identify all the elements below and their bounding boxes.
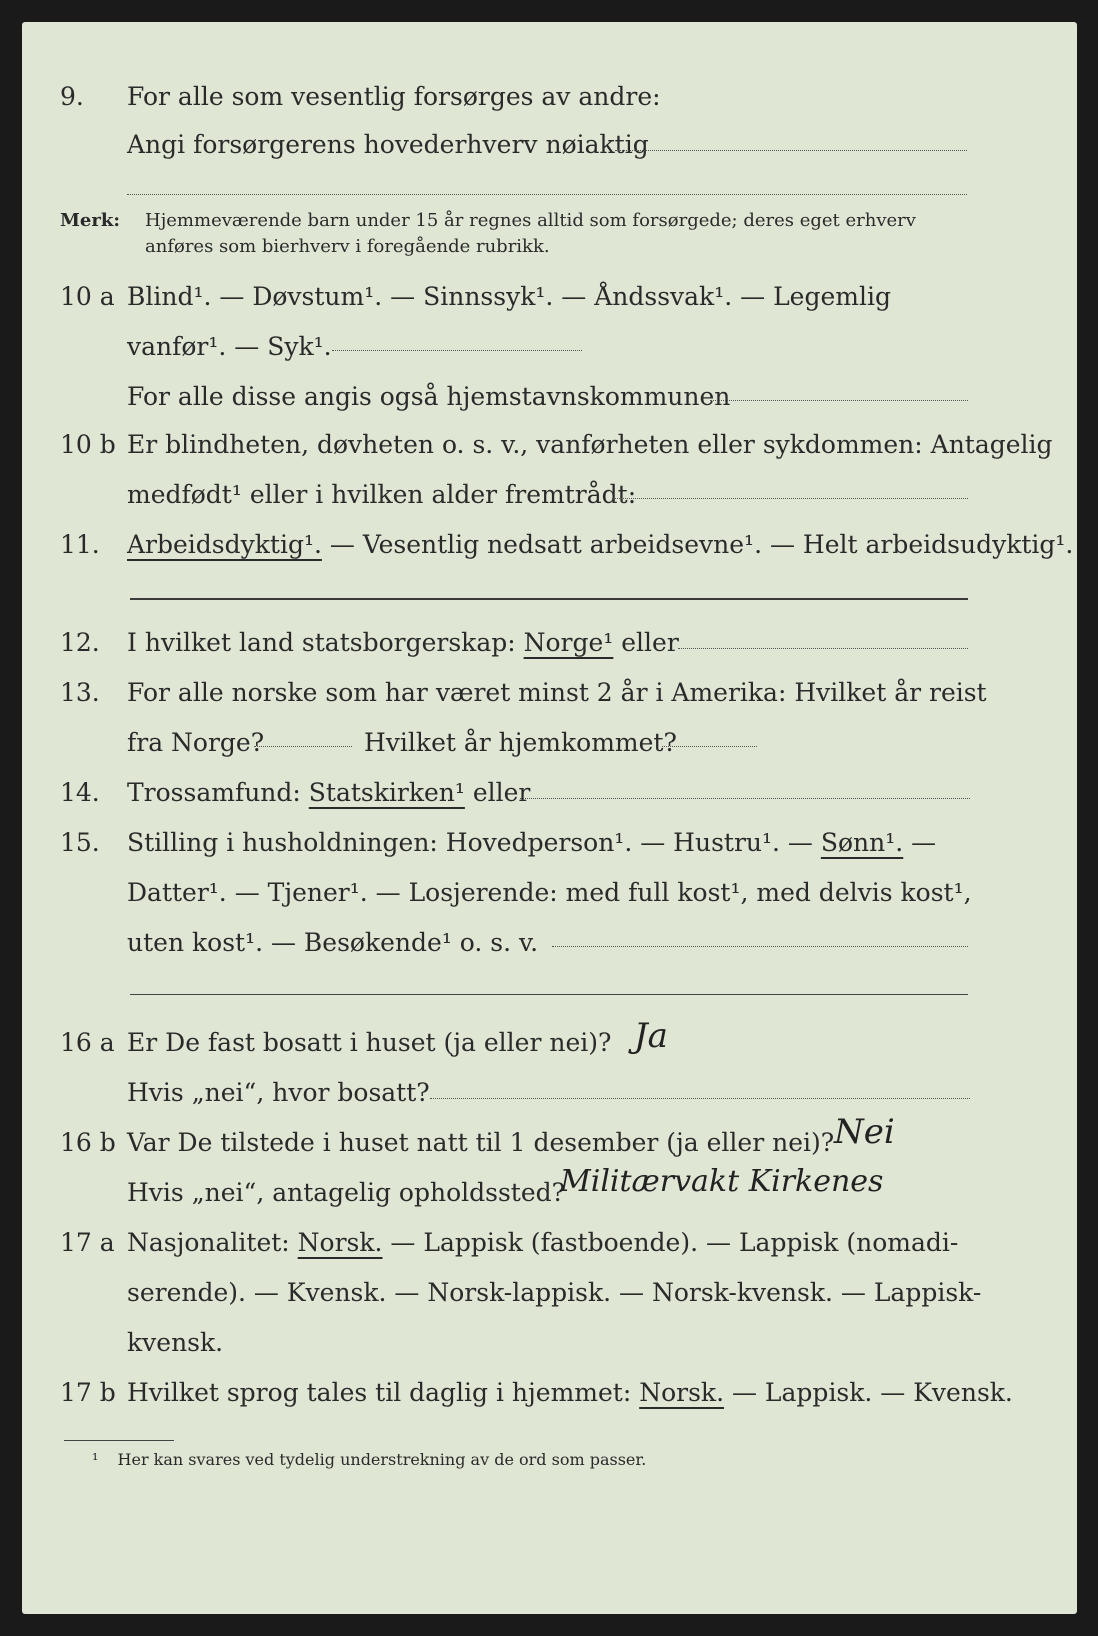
q12-selected-option: Norge¹ xyxy=(523,628,614,657)
merk-note-line1 xyxy=(60,208,916,234)
q14-pre: Trossamfund: xyxy=(127,778,309,807)
q10b-number: 10 b xyxy=(60,430,116,459)
merk-label: Merk: xyxy=(60,210,120,231)
q17a-line1b: — Lappisk (fastboende). — Lappisk (nomadi- xyxy=(382,1228,959,1257)
q12-answer-field[interactable] xyxy=(678,648,968,649)
q14-post: eller xyxy=(464,778,531,807)
q15-answer-field-2[interactable] xyxy=(130,994,968,995)
q16a-handwritten-answer: Ja xyxy=(634,1016,668,1056)
q15-text-line1 xyxy=(127,828,936,858)
q10a-text-line3: For alle disse angis også hjemstavnskommunen xyxy=(127,382,731,411)
q12-number: 12. xyxy=(60,628,100,657)
q17b-number: 17 b xyxy=(60,1378,116,1407)
q13-number: 13. xyxy=(60,678,100,707)
q17b-selected-option: Norsk. xyxy=(639,1378,725,1407)
q14-number: 14. xyxy=(60,778,100,807)
q16a-text-line1: Er De fast bosatt i huset (ja eller nei)? xyxy=(127,1028,612,1057)
q13-reist-field[interactable] xyxy=(254,746,352,747)
q10a-kommune-field[interactable] xyxy=(710,400,968,401)
q16b-number: 16 b xyxy=(60,1128,116,1157)
q12-pre: I hvilket land statsborgerskap: xyxy=(127,628,524,657)
q15-text-line2: Datter¹. — Tjener¹. — Losjerende: med full kost¹, med delvis kost¹, xyxy=(127,878,972,907)
q17b-text xyxy=(127,1378,1013,1408)
q9-text-line2: Angi forsørgerens hovederhverv nøiaktig xyxy=(127,130,649,159)
q17a-text-line1 xyxy=(127,1228,958,1258)
q17b-pre: Hvilket sprog tales til daglig i hjemmet: xyxy=(127,1378,640,1407)
q14-text xyxy=(127,778,530,808)
q17a-selected-option: Norsk. xyxy=(297,1228,383,1257)
q9-number: 9. xyxy=(60,82,84,111)
q10a-number: 10 a xyxy=(60,282,115,311)
q10a-text-line2: vanfør¹. — Syk¹. xyxy=(127,332,332,361)
merk-text-line2: anføres som bierhverv i foregående rubrikk. xyxy=(145,236,550,257)
footnote-text: Her kan svares ved tydelig understrekning av de ord som passer. xyxy=(117,1450,647,1469)
q14-selected-option: Statskirken¹ xyxy=(308,778,465,807)
q17a-number: 17 a xyxy=(60,1228,115,1257)
q12-post: eller xyxy=(613,628,679,657)
q11-answer-field[interactable] xyxy=(130,598,968,600)
q15-answer-field[interactable] xyxy=(552,946,968,947)
q16b-text-line1: Var De tilstede i huset natt til 1 desember (ja eller nei)? xyxy=(127,1128,835,1157)
q10b-answer-field[interactable] xyxy=(612,498,968,499)
q10a-syk-field[interactable] xyxy=(332,350,582,351)
q12-text xyxy=(127,628,679,658)
q15-line1b: — xyxy=(903,828,937,857)
q15-selected-option: Sønn¹. xyxy=(820,828,904,857)
footnote xyxy=(92,1450,646,1470)
footnote-mark: ¹ xyxy=(92,1450,99,1469)
q11-text xyxy=(127,530,1073,560)
q10b-text-line1: Er blindheten, døvheten o. s. v., vanførheten eller sykdommen: Antagelig xyxy=(127,430,1053,459)
q15-line1a: Stilling i husholdningen: Hovedperson¹. — Hustru¹. — xyxy=(127,828,821,857)
q16a-number: 16 a xyxy=(60,1028,115,1057)
q9-answer-field[interactable] xyxy=(615,150,967,151)
q13-text-line1: For alle norske som har været minst 2 år i Amerika: Hvilket år reist xyxy=(127,678,987,707)
q13-hjemkommet-field[interactable] xyxy=(662,746,757,747)
q15-number: 15. xyxy=(60,828,100,857)
q11-selected-option: Arbeidsdyktig¹. xyxy=(127,530,322,559)
q11-rest: — Vesentlig nedsatt arbeidsevne¹. — Helt arbeidsudyktig¹. xyxy=(321,530,1074,559)
q16b-handwritten-answer-1: Nei xyxy=(834,1112,895,1152)
q13-text-line2a: fra Norge? xyxy=(127,728,265,757)
q17b-post: — Lappisk. — Kvensk. xyxy=(724,1378,1013,1407)
q9-answer-field-2[interactable] xyxy=(127,194,967,195)
q10b-text-line2: medfødt¹ eller i hvilken alder fremtrådt: xyxy=(127,480,637,509)
q16b-text-line2: Hvis „nei“, antagelig opholdssted? xyxy=(127,1178,566,1207)
census-form-page xyxy=(22,22,1077,1614)
q17a-text-line2: serende). — Kvensk. — Norsk-lappisk. — Norsk-kvensk. — Lappisk- xyxy=(127,1278,982,1307)
q17a-line1a: Nasjonalitet: xyxy=(127,1228,298,1257)
q14-answer-field[interactable] xyxy=(520,798,970,799)
q15-text-line3: uten kost¹. — Besøkende¹ o. s. v. xyxy=(127,928,539,957)
q16b-handwritten-answer-2: Militærvakt Kirkenes xyxy=(560,1164,884,1199)
q17a-text-line3: kvensk. xyxy=(127,1328,224,1357)
q16a-answer-field[interactable] xyxy=(430,1098,970,1099)
q9-text-line1: For alle som vesentlig forsørges av andre: xyxy=(127,82,661,111)
q10a-text-line1: Blind¹. — Døvstum¹. — Sinnssyk¹. — Åndssvak¹. — Legemlig xyxy=(127,282,891,311)
q16a-text-line2: Hvis „nei“, hvor bosatt? xyxy=(127,1078,430,1107)
footnote-separator xyxy=(64,1440,174,1441)
merk-text-line1: Hjemmeværende barn under 15 år regnes alltid som forsørgede; deres eget erhverv xyxy=(145,210,916,231)
q11-number: 11. xyxy=(60,530,100,559)
q13-text-line2b: Hvilket år hjemkommet? xyxy=(364,728,677,757)
